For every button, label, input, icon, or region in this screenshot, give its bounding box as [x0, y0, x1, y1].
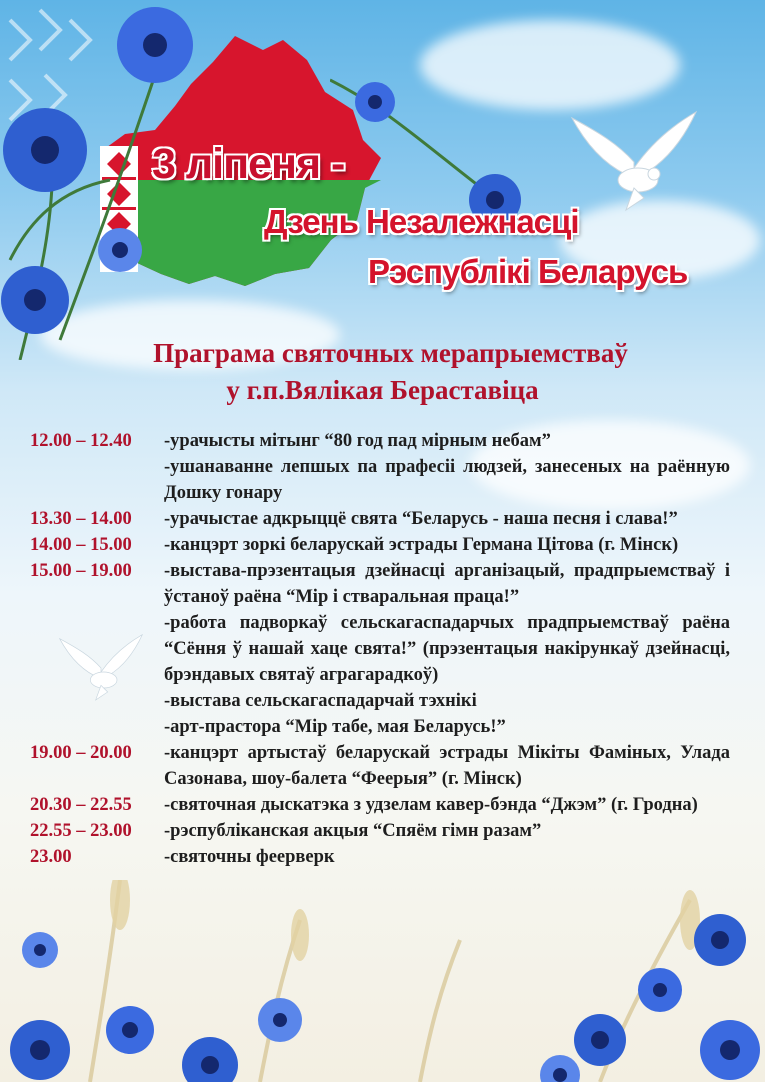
program-heading: Праграма святочных мерапрыемстваў	[153, 338, 628, 368]
schedule-activities	[164, 428, 730, 506]
schedule-row	[30, 558, 730, 740]
schedule-row	[30, 740, 730, 792]
schedule-activity: -арт-прастора “Мір табе, мая Беларусь!”	[164, 717, 506, 737]
schedule-activities	[164, 740, 730, 792]
schedule-time: 12.00 – 12.40	[30, 431, 132, 451]
cornflower-icon	[0, 880, 765, 1082]
schedule-activity: -канцэрт зоркі беларускай эстрады Германа Цітова (г. Мінск)	[164, 535, 679, 555]
schedule-activity: -работа падворкаў сельскагаспадарчых прадпрыемстваў раёна “Сёння ў нашай хаце свята!” (прэзентацыя накірункаў дзейнасці, брэндавых святаў аграгарадкоў)	[164, 613, 730, 685]
schedule-activities	[164, 506, 730, 532]
schedule-activity: -выстава-прэзентацыя дзейнасці арганізацый, прадпрыемстваў і ўстаноў раёна “Мір і стваральная праца!”	[164, 561, 730, 607]
schedule-row	[30, 428, 730, 506]
schedule-activity: -урачыстае адкрыццё свята “Беларусь - наша песня і слава!”	[164, 509, 678, 529]
schedule-row	[30, 506, 730, 532]
schedule-activities	[164, 792, 730, 818]
schedule	[30, 428, 730, 870]
schedule-activity: -рэспубліканская акцыя “Спяём гімн разам”	[164, 821, 542, 841]
schedule-time: 14.00 – 15.00	[30, 535, 132, 555]
title-country-name: Рэспублікі Беларусь	[368, 253, 688, 290]
schedule-activities	[164, 844, 730, 870]
schedule-activity: -ушанаванне лепшых па прафесіі людзей, занесеных на раённую Дошку гонару	[164, 457, 730, 503]
schedule-row	[30, 532, 730, 558]
schedule-row	[30, 792, 730, 818]
schedule-activity: -урачысты мітынг “80 год пад мірным небам”	[164, 431, 551, 451]
dove-icon	[568, 108, 700, 213]
schedule-activities	[164, 818, 730, 844]
schedule-row	[30, 818, 730, 844]
title-date: 3 ліпеня -	[152, 140, 345, 188]
schedule-activity: -канцэрт артыстаў беларускай эстрады Мікіты Фаміных, Улада Сазонава, шоу-балета “Феерыя” (г. Мінск)	[164, 743, 730, 789]
schedule-time: 20.30 – 22.55	[30, 795, 132, 815]
schedule-activities	[164, 532, 730, 558]
schedule-activities	[164, 558, 730, 740]
title-holiday-name: Дзень Незалежнасці	[264, 203, 579, 240]
schedule-activity: -святочны феерверк	[164, 847, 335, 867]
schedule-activity: -выстава сельскагаспадарчай тэхнікі	[164, 691, 477, 711]
schedule-activity: -святочная дыскатэка з удзелам кавер-бэнда “Джэм” (г. Гродна)	[164, 795, 698, 815]
schedule-time: 23.00	[30, 847, 72, 867]
program-location: у г.п.Вялікая Бераставіца	[226, 375, 539, 405]
schedule-time: 15.00 – 19.00	[30, 561, 132, 581]
schedule-time: 22.55 – 23.00	[30, 821, 132, 841]
schedule-row	[30, 844, 730, 870]
schedule-time: 19.00 – 20.00	[30, 743, 132, 763]
schedule-time: 13.30 – 14.00	[30, 509, 132, 529]
